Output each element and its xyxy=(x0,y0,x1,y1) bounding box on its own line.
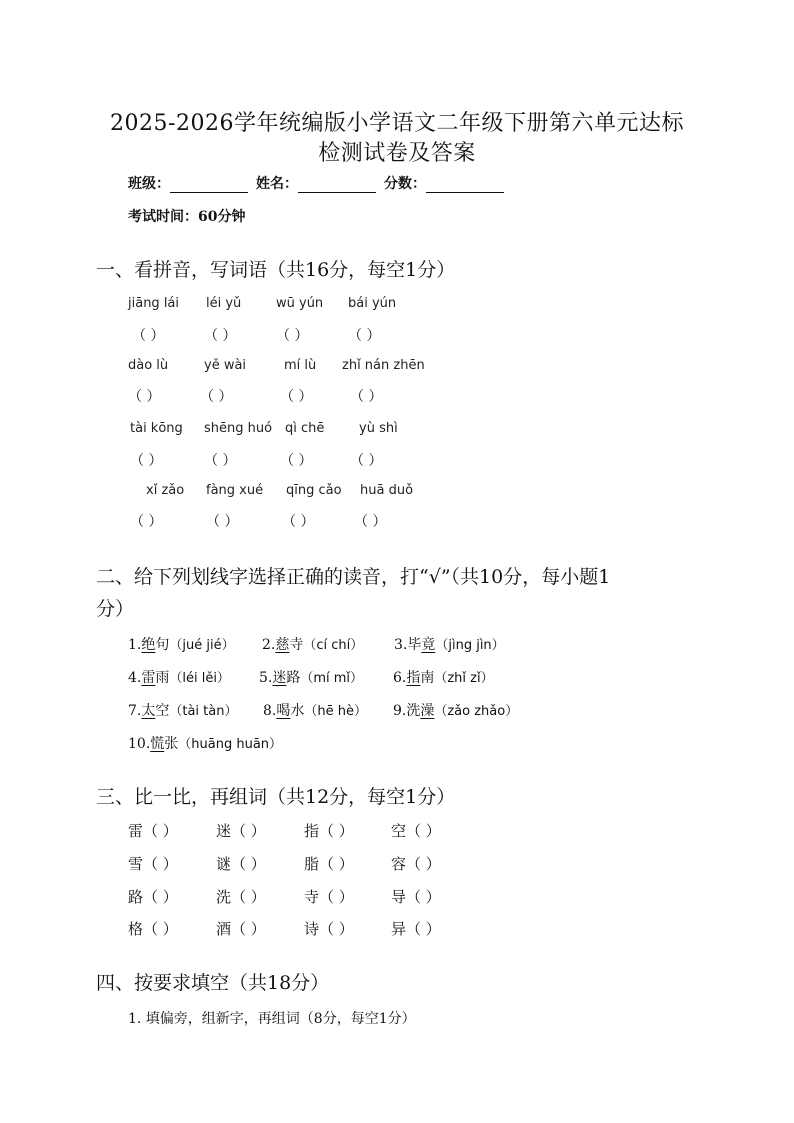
compare-cell[interactable]: 容（ ） xyxy=(391,855,441,873)
name-label: 姓名： xyxy=(256,176,298,192)
answer-blank[interactable]: （ ） xyxy=(348,328,381,344)
name-blank[interactable] xyxy=(298,178,376,193)
pinyin-word: zhǐ nán zhēn xyxy=(342,358,425,373)
answer-blank[interactable]: （ ） xyxy=(132,328,165,344)
pronunciation-item[interactable]: 10.慌张（huāng huān） xyxy=(128,736,283,752)
score-label: 分数： xyxy=(384,176,426,192)
section3-heading: 三、比一比，再组词（共12分，每空1分） xyxy=(96,786,456,808)
answer-blank[interactable]: （ ） xyxy=(350,453,383,469)
compare-cell[interactable]: 寺（ ） xyxy=(304,888,354,906)
class-label: 班级： xyxy=(128,176,170,192)
pinyin-word: huā duǒ xyxy=(360,483,414,498)
compare-cell[interactable]: 雪（ ） xyxy=(128,855,178,873)
answer-blank[interactable]: （ ） xyxy=(280,389,313,405)
answer-blank[interactable]: （ ） xyxy=(204,328,237,344)
pinyin-word: mí lù xyxy=(284,358,317,373)
compare-cell[interactable]: 脂（ ） xyxy=(304,855,354,873)
answer-blank[interactable]: （ ） xyxy=(130,453,163,469)
pinyin-word: qì chē xyxy=(285,421,325,436)
compare-cell[interactable]: 导（ ） xyxy=(391,888,441,906)
pinyin-word: bái yún xyxy=(348,296,397,311)
compare-cell[interactable]: 洗（ ） xyxy=(216,888,266,906)
compare-cell[interactable]: 谜（ ） xyxy=(216,855,266,873)
pinyin-word: wū yún xyxy=(276,296,324,311)
answer-blank[interactable]: （ ） xyxy=(276,328,309,344)
pinyin-word: qīng cǎo xyxy=(286,483,342,498)
pronunciation-item[interactable]: 1.绝句（jué jié） xyxy=(128,637,235,653)
answer-blank[interactable]: （ ） xyxy=(200,389,233,405)
pinyin-word: yě wài xyxy=(204,358,247,373)
class-blank[interactable] xyxy=(170,178,248,193)
pinyin-word: yù shì xyxy=(359,421,398,436)
pinyin-word: shēng huó xyxy=(204,421,273,436)
pronunciation-item[interactable]: 4.雷雨（léi lěi） xyxy=(128,670,230,686)
section2-heading-cont: 分） xyxy=(96,598,135,620)
pronunciation-item[interactable]: 5.迷路（mí mǐ） xyxy=(259,670,364,686)
answer-blank[interactable]: （ ） xyxy=(204,453,237,469)
compare-cell[interactable]: 迷（ ） xyxy=(216,822,266,840)
pinyin-word: tài kōng xyxy=(130,421,183,436)
pronunciation-item[interactable]: 8.喝水（hē hè） xyxy=(263,703,367,719)
section1-heading: 一、看拼音，写词语（共16分，每空1分） xyxy=(96,259,456,281)
compare-cell[interactable]: 空（ ） xyxy=(391,822,441,840)
pronunciation-item[interactable]: 2.慈寺（cí chí） xyxy=(262,637,364,653)
answer-blank[interactable]: （ ） xyxy=(282,514,315,530)
student-info-row xyxy=(128,173,512,193)
pronunciation-item[interactable]: 6.指南（zhǐ zǐ） xyxy=(393,670,494,686)
pinyin-word: jiāng lái xyxy=(128,296,180,311)
answer-blank[interactable]: （ ） xyxy=(130,514,163,530)
pinyin-word: léi yǔ xyxy=(206,296,242,311)
pronunciation-item[interactable]: 9.洗澡（zǎo zhǎo） xyxy=(393,703,519,719)
exam-title-line2: 检测试卷及答案 xyxy=(318,141,476,166)
compare-cell[interactable]: 指（ ） xyxy=(304,822,354,840)
answer-blank[interactable]: （ ） xyxy=(128,389,161,405)
compare-cell[interactable]: 酒（ ） xyxy=(216,920,266,938)
score-blank[interactable] xyxy=(426,178,504,193)
answer-blank[interactable]: （ ） xyxy=(280,453,313,469)
compare-cell[interactable]: 异（ ） xyxy=(391,920,441,938)
compare-cell[interactable]: 格（ ） xyxy=(128,920,178,938)
compare-cell[interactable]: 路（ ） xyxy=(128,888,178,906)
compare-cell[interactable]: 雷（ ） xyxy=(128,822,178,840)
section4-heading: 四、按要求填空（共18分） xyxy=(96,972,330,994)
answer-blank[interactable]: （ ） xyxy=(354,514,387,530)
exam-title-line1: 2025-2026学年统编版小学语文二年级下册第六单元达标 xyxy=(110,111,684,136)
pronunciation-item[interactable]: 3.毕竟（jìng jìn） xyxy=(394,637,505,653)
pinyin-word: xǐ zǎo xyxy=(146,483,185,498)
exam-time: 考试时间：60分钟 xyxy=(128,209,246,225)
section2-heading: 二、给下列划线字选择正确的读音，打“√”（共10分，每小题1 xyxy=(96,566,611,588)
answer-blank[interactable]: （ ） xyxy=(350,389,383,405)
answer-blank[interactable]: （ ） xyxy=(206,514,239,530)
section4-sub1: 1. 填偏旁，组新字，再组词（8分，每空1分） xyxy=(128,1011,416,1027)
pronunciation-item[interactable]: 7.太空（tài tàn） xyxy=(128,703,238,719)
pinyin-word: fàng xué xyxy=(206,483,264,498)
pinyin-word: dào lù xyxy=(128,358,169,373)
compare-cell[interactable]: 诗（ ） xyxy=(304,920,354,938)
